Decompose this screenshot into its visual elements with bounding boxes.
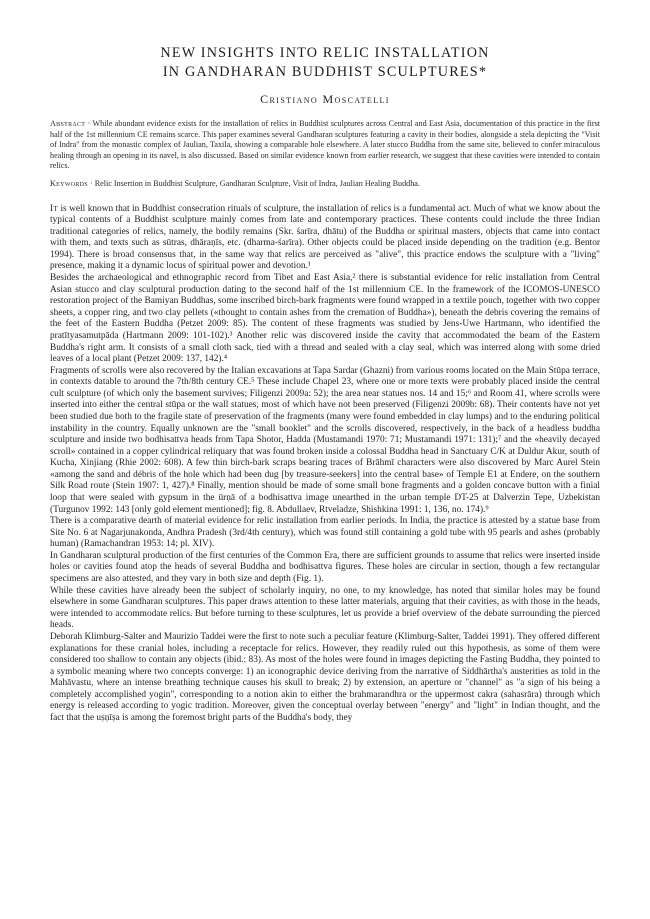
paragraph (50, 516, 600, 551)
paragraph (50, 551, 600, 586)
paragraph-text: Deborah Klimburg-Salter and Maurizio Taddei were the first to note such a peculiar feature (Klimburg-Salter, Taddei 1991). They offered different explanations for these cranial holes, including a receptacle for relics. However, they readily ruled out this hypothesis, as some of them were considered too shallow to contain any objects (ibid.: 83). As most of the holes were found in images depicting the Fasting Buddha, they pointed to a symbolic meaning where two concepts converge: 1) an iconographic device deriving from the narrative of Siddhārtha's austerities as told in the Mahāvastu, where an intense breathing technique causes his skull to break; 2) by extension, an aperture or "channel" as "a sign of his being a completely accomplished yogin", corresponding to a notion akin to either the brahmarandhra or the uppermost cakra (sahasrāra) through which energy is released according to yogic tradition. Moreover, given the conceptual overlay between "energy" and "light" in Indian thought, and the fact that the uṣṇīṣa is among the foremost bright parts of the Buddha's body, they (50, 631, 600, 723)
paragraph-text: is well known that in Buddhist consecration rituals of sculpture, the installation of relics is a fundamental act. Much of what we know about the typical contents of a Buddhist sculpture mainly comes from late and contemporary practices. These contents could include the three Indian traditional categories of relics, namely, the bodily remains (Skr. śarīra, dhātu) of the Buddha or spiritual masters, objects that came into contact with them, and texts such as sūtras, dhāraṇīs, etc. (dharma-śarīra). Other objects could be placed inside depending on the tradition (e.g. Bentor 1994). There is broad consensus that, in the same way that relics are perceived as "alive", this practice endows the sculpture with a "living" presence, making it a dynamic locus of spiritual power and devotion.¹ (50, 203, 600, 272)
paper-title-line-2: IN GANDHARAN BUDDHIST SCULPTURES* (162, 64, 488, 80)
keywords-label: Keywords (50, 178, 88, 188)
paragraph (50, 366, 600, 517)
paragraph-text: In Gandharan sculptural production of the first centuries of the Common Era, there are sufficient grounds to assume that relics were inserted inside holes or cavities found atop the heads of several Buddha and bodhisattva figures. These holes are circular in section, though a few rectangular specimens are also attested, and they vary in both size and depth (Fig. 1). (50, 550, 600, 585)
paragraph-text: Besides the archaeological and ethnographic record from Tibet and East Asia,² there is substantial evidence for relic installation from Central Asian stucco and clay sculptural production dating to the second half of the 1st millennium CE. In the framework of the ICOMOS-UNESCO restoration project of the Bamiyan Buddhas, some inscribed birch-bark fragments were found wrapped in a textile pouch, together with two copper sheets, a copper ring, and two clay pellets («thought to contain ashes from the cremation of Buddha»), beneath the debris covering the remains of the feet of the Eastern Buddha (Petzet 2009: 85). The content of these fragments was studied by Jens-Uwe Hartmann, who identified the pratītyasamutpāda (Hartmann 2009: 101-102).³ Another relic was discovered inside the cavity that accommodated the beam of the Eastern Buddha's right arm. It consists of a small cloth sack, tied with a thread and sealed with a clay seal, which was interred along with some dried leaves of a local plant (Petzet 2009: 137, 142).⁴ (50, 273, 600, 365)
abstract-text: · While abundant evidence exists for the installation of relics in Buddhist sculptures across Central and East Asia, documentation of this practice in the first half of the 1st millennium CE remains scarce. This paper examines several Gandharan sculptures featuring a cavity in their bodies, alongside a stela depicting the "Visit of Indra" from the monastic complex of Jaulian, Taxila, showing a comparable hole elsewhere. A later stucco Buddha from the same site, believed to confer miraculous healing through an opening in its navel, is also discussed. Based on similar evidence known from earlier research, we suggest that these cavities were intended to contain relics. (50, 119, 600, 171)
keywords-text: · Relic Insertion in Buddhist Sculpture, Gandharan Sculpture, Visit of Indra, Jaulian Healing Buddha. (87, 178, 420, 188)
paragraph (50, 586, 600, 632)
abstract (50, 119, 600, 172)
abstract-label: Abstract (50, 119, 86, 128)
paragraph-lead: It (50, 203, 58, 214)
paragraph-text: There is a comparative dearth of material evidence for relic installation from earlier periods. In India, the practice is attested by a statue base from Site No. 6 at Nagarjunakonda, Andhra Pradesh (3rd/4th century), which was found still containing a gold tube with 95 pearls and ashes (probably human) (Ramachandran 1953: 14; pl. XIV). (50, 516, 600, 550)
title-block (50, 0, 600, 107)
keywords (50, 179, 600, 190)
paper-title-line-1: NEW INSIGHTS INTO RELIC INSTALLATION (160, 45, 490, 61)
paragraph (50, 204, 600, 273)
paragraph (50, 273, 600, 366)
paragraph (50, 632, 600, 725)
body-text (50, 204, 600, 725)
paragraph-text: Fragments of scrolls were also recovered by the Italian excavations at Tapa Sardar (Ghazni) from various rooms located on the Main Stūpa terrace, in contexts datable to around the 7th/8th century CE.⁵ These include Chapel 23, where one or more texts were probably placed inside the central cult sculpture (of which only the basement survives; Filigenzi 2009a: 52); the area near statues nos. 14 and 15;⁶ and Room 41, where scrolls were inserted into either the central stūpa or the wall statues, most of which have not been preserved (Filigenzi 2009b: 68). Their contents have not yet been studied due both to the fragile state of preservation of the fragments (many were found embedded in clay lumps) and to the enduring political instability in the country. Equally unknown are the "small booklet" and the scrolls discovered, respectively, in the back of a headless buddha sculpture and inside two bodhisattva heads from Tapa Shotor, Hadda (Mustamandi 1970: 71; Mustamandi 1971: 131);⁷ and the «heavily decayed scroll» contained in a copper cylindrical reliquary that was found broken inside a colossal Buddha head in Sanctuary C/K at Duldur Akur, south of Kucha, Xinjiang (Rhie 2002: 608). A few thin birch-bark scraps bearing traces of Brāhmī characters were also discovered by Marc Aurel Stein «among the sand and débris of the hole which had been dug [by treasure-seekers] into the central base» of Temple E1 at Endere, on the southern Silk Road route (Stein 1907: 1, 427).⁸ Finally, mention should be made of some small bone fragments and a golden concave button with a finial loop that were sealed with gypsum in the ūrṇā of a bodhisattva image unearthed in the urban temple DT-25 at Dalverzin Tepe, Uzbekistan (Turgunov 1992: 143 [only gold element mentioned]; fig. 8. Abdullaev, Rtveladze, Shishkina 1991: 1, 136, no. 174).⁹ (50, 365, 600, 515)
paragraph-text: While these cavities have already been the subject of scholarly inquiry, no one, to my knowledge, has noted that similar holes may be found elsewhere in some Gandharan sculptures. This paper draws attention to these latter materials, arguing that their cavities, as with those in the heads, were intended to accommodate relics. But before turning to these sculptures, let us provide a brief overview of the debate surrounding the pierced heads. (50, 585, 600, 631)
author-name: Cristiano Moscatelli (260, 92, 390, 106)
